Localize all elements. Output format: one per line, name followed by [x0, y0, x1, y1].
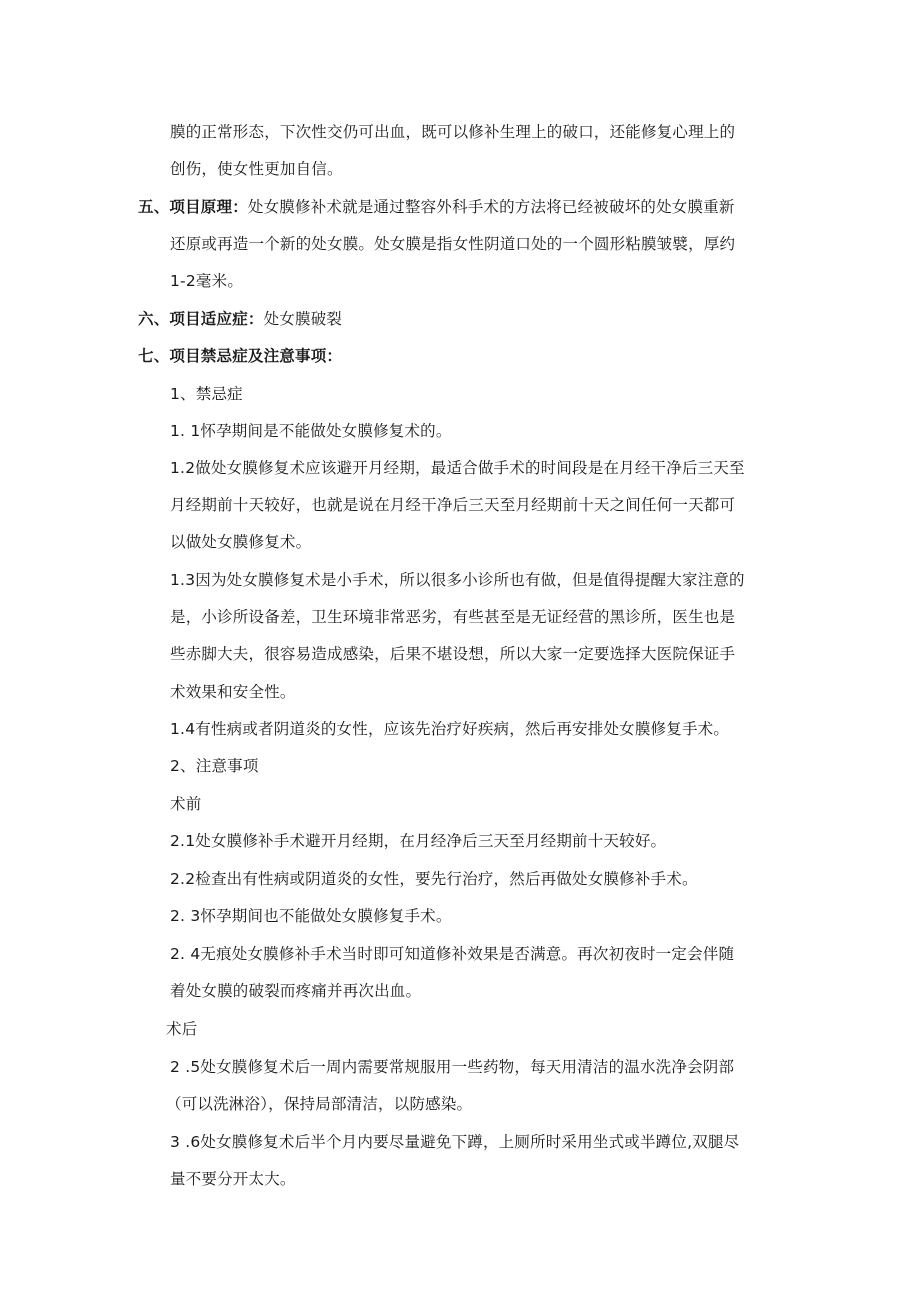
list-item: 2.1处女膜修补手术避开月经期，在月经净后三天至月经期前十天较好。 [170, 832, 667, 850]
paragraph-line: 以做处女膜修复术。 [170, 533, 312, 551]
subsection-heading: 2、注意事项 [170, 757, 259, 775]
paragraph-line: 是，小诊所设备差，卫生环境非常恶劣，有些甚至是无证经营的黑诊所，医生也是 [170, 608, 736, 626]
list-item: 1. 1怀孕期间是不能做处女膜修复术的。 [170, 422, 452, 440]
paragraph-line: 术效果和安全性。 [170, 683, 296, 701]
list-item: 1.2做处女膜修复术应该避开月经期，最适合做手术的时间段是在月经干净后三天至 [170, 459, 745, 477]
subsection-heading: 1、禁忌症 [170, 385, 243, 403]
paragraph-line: 月经期前十天较好，也就是说在月经干净后三天至月经期前十天之间任何一天都可 [170, 496, 736, 514]
paragraph-line: 些赤脚大夫，很容易造成感染，后果不堪设想，所以大家一定要选择大医院保证手 [170, 645, 736, 663]
paragraph-line: （可以洗淋浴），保持局部清洁，以防感染。 [166, 1095, 473, 1113]
paragraph-line: 还原或再造一个新的处女膜。处女膜是指女性阴道口处的一个圆形粘膜皱襞，厚约 [170, 235, 736, 253]
section-5 [138, 196, 735, 218]
section-6 [138, 308, 342, 330]
list-item: 1.3因为处女膜修复术是小手术，所以很多小诊所也有做，但是值得提醒大家注意的 [170, 571, 745, 589]
section-7-heading: 七、项目禁忌症及注意事项： [138, 347, 343, 365]
list-item: 2. 3怀孕期间也不能做处女膜修复手术。 [170, 907, 452, 925]
paragraph-line: 量不要分开太大。 [170, 1170, 296, 1188]
group-label: 术后 [166, 1020, 198, 1038]
paragraph-line: 膜的正常形态，下次性交仍可出血，既可以修补生理上的破口，还能修复心理上的 [170, 123, 736, 141]
list-item: 3 .6处女膜修复术后半个月内要尽量避免下蹲，上厕所时采用坐式或半蹲位,双腿尽 [170, 1133, 740, 1151]
list-item: 2 .5处女膜修复术后一周内需要常规服用一些药物，每天用清洁的温水洗净会阴部 [170, 1058, 735, 1076]
section-heading: 六、项目适应症： [138, 310, 264, 328]
section-heading: 五、项目原理： [138, 198, 248, 216]
section-text: 处女膜破裂 [263, 310, 343, 328]
list-item: 2. 4无痕处女膜修补手术当时即可知道修补效果是否满意。再次初夜时一定会伴随 [170, 945, 735, 963]
list-item: 1.4有性病或者阴道炎的女性，应该先治疗好疾病，然后再安排处女膜修复手术。 [170, 720, 730, 738]
paragraph-line: 创伤，使女性更加自信。 [170, 160, 343, 178]
list-item: 2.2检查出有性病或阴道炎的女性，要先行治疗，然后再做处女膜修补手术。 [170, 870, 698, 888]
section-text: 处女膜修补术就是通过整容外科手术的方法将已经被破坏的处女膜重新 [247, 198, 735, 216]
group-label: 术前 [170, 795, 202, 813]
paragraph-line: 1-2毫米。 [170, 272, 244, 290]
paragraph-line: 着处女膜的破裂而疼痛并再次出血。 [170, 982, 422, 1000]
